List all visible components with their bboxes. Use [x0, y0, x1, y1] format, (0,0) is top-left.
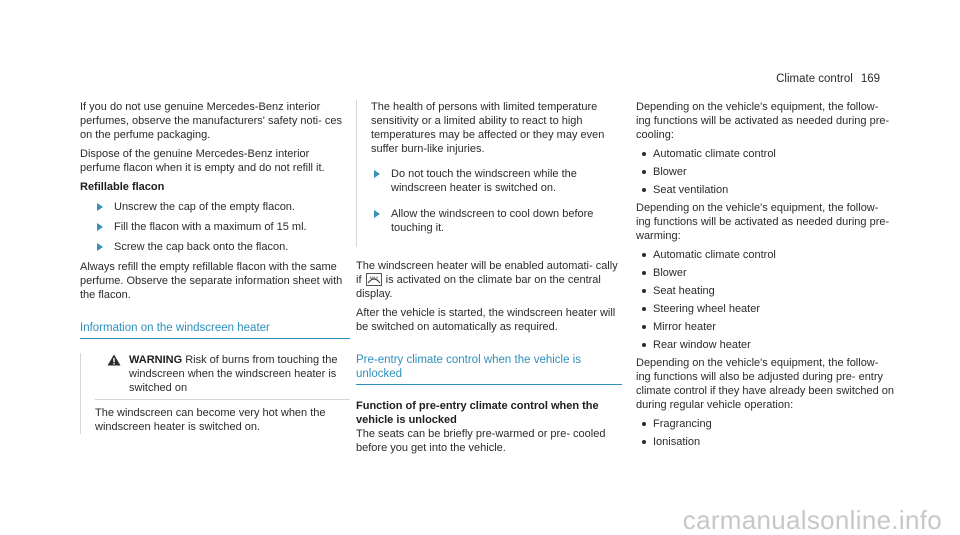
refill-paragraph: Always refill the empty refillable flacon with the same perfume. Observe the separate information sheet with the flacon. [80, 261, 343, 301]
list-item-text: Fragrancing [653, 418, 712, 430]
warning-header [95, 353, 350, 395]
step-arrow-icon [374, 210, 380, 218]
step-arrow-icon [97, 203, 103, 211]
list-item [636, 338, 896, 352]
section-title-windscreen-heater: Information on the windscreen heater [80, 321, 350, 339]
health-paragraph: The health of persons with limited temperature sensitivity or a limited ability to react to high temperatures may be affected or they may even suffer burn-like injuries. [371, 101, 605, 155]
list-item-text: Steering wheel heater [653, 303, 761, 315]
warning-text: Risk of burns from touching the windscreen when the windscreen heater is switched on [129, 354, 338, 394]
list-item-text: Automatic climate control [653, 249, 776, 261]
max-defrost-icon [366, 273, 382, 286]
warning-title: WARNING [129, 354, 183, 366]
list-item [636, 435, 896, 449]
step-text: Do not touch the windscreen while the windscreen heater is switched on. [391, 168, 577, 194]
step-arrow-icon [97, 223, 103, 231]
list-item-text: Blower [653, 166, 687, 178]
bullet-icon [642, 152, 646, 156]
warning-triangle-icon [107, 354, 121, 366]
step-text: Screw the cap back onto the flacon. [114, 241, 289, 253]
step-item [371, 207, 622, 235]
step-item [80, 240, 350, 254]
list-item [636, 320, 896, 334]
column-1 [80, 100, 350, 434]
page-number: 169 [860, 73, 880, 85]
bullet-icon [642, 289, 646, 293]
step-item [80, 220, 350, 234]
list-item [636, 302, 896, 316]
column-2 [356, 100, 622, 460]
page-header [776, 72, 880, 86]
step-text: Allow the windscreen to cool down before touching it. [391, 208, 594, 234]
warning-box [80, 353, 350, 434]
enable-text-after: is activated on the climate bar on the central display. [356, 274, 601, 300]
list-item [636, 183, 896, 197]
regular-operation-intro: Depending on the vehicle's equipment, the follow- ing functions will also be adjusted during pre- entry climate control if they have already been switched on during regular vehicle operation: [636, 357, 895, 411]
pre-warming-intro: Depending on the vehicle's equipment, the follow- ing functions will be activated as needed during pre-warming: [636, 202, 890, 242]
heater-enabled-paragraph [356, 259, 622, 301]
bullet-icon [642, 343, 646, 347]
bullet-icon [642, 253, 646, 257]
enable-text-before: The windscreen heater will be enabled automati- cally if [356, 260, 618, 286]
list-item-text: Seat heating [653, 285, 715, 297]
list-item [636, 284, 896, 298]
list-item-text: Ionisation [653, 436, 701, 448]
bullet-icon [642, 307, 646, 311]
list-item-text: Mirror heater [653, 321, 716, 333]
warning-continuation-box [356, 100, 622, 247]
list-item [636, 248, 896, 262]
column-3 [636, 100, 896, 453]
section-name: Climate control [776, 73, 853, 85]
step-arrow-icon [97, 243, 103, 251]
step-text: Fill the flacon with a maximum of 15 ml. [114, 221, 307, 233]
list-item-text: Rear window heater [653, 339, 751, 351]
svg-text:MAX: MAX [369, 275, 378, 280]
bullet-icon [642, 440, 646, 444]
list-item-text: Automatic climate control [653, 148, 776, 160]
warning-detail: The windscreen can become very hot when the windscreen heater is switched on. [95, 399, 350, 434]
bullet-icon [642, 188, 646, 192]
function-paragraph: The seats can be briefly pre-warmed or pre- cooled before you get into the vehicle. [356, 428, 606, 454]
step-text: Unscrew the cap of the empty flacon. [114, 201, 295, 213]
list-item [636, 147, 896, 161]
section-title-pre-entry: Pre-entry climate control when the vehicle is unlocked [356, 353, 622, 385]
step-item [371, 167, 622, 195]
after-start-paragraph: After the vehicle is started, the windscreen heater will be switched on automatically as required. [356, 307, 616, 333]
watermark: carmanualsonline.info [682, 505, 942, 535]
bullet-icon [642, 170, 646, 174]
list-item [636, 266, 896, 280]
list-item [636, 417, 896, 431]
step-item [80, 200, 350, 214]
function-heading: Function of pre-entry climate control when the vehicle is unlocked [356, 400, 599, 426]
pre-cooling-intro: Depending on the vehicle's equipment, the follow- ing functions will be activated as needed during pre-cooling: [636, 101, 890, 141]
list-item [636, 165, 896, 179]
refillable-flacon-heading: Refillable flacon [80, 181, 165, 193]
list-item-text: Blower [653, 267, 687, 279]
bullet-icon [642, 422, 646, 426]
dispose-paragraph: Dispose of the genuine Mercedes-Benz interior perfume flacon when it is empty and do not refill it. [80, 148, 325, 174]
list-item-text: Seat ventilation [653, 184, 729, 196]
bullet-icon [642, 271, 646, 275]
perfume-safety-paragraph: If you do not use genuine Mercedes-Benz interior perfumes, observe the manufacturers' safety noti- ces on the perfume packaging. [80, 101, 342, 141]
bullet-icon [642, 325, 646, 329]
step-arrow-icon [374, 170, 380, 178]
